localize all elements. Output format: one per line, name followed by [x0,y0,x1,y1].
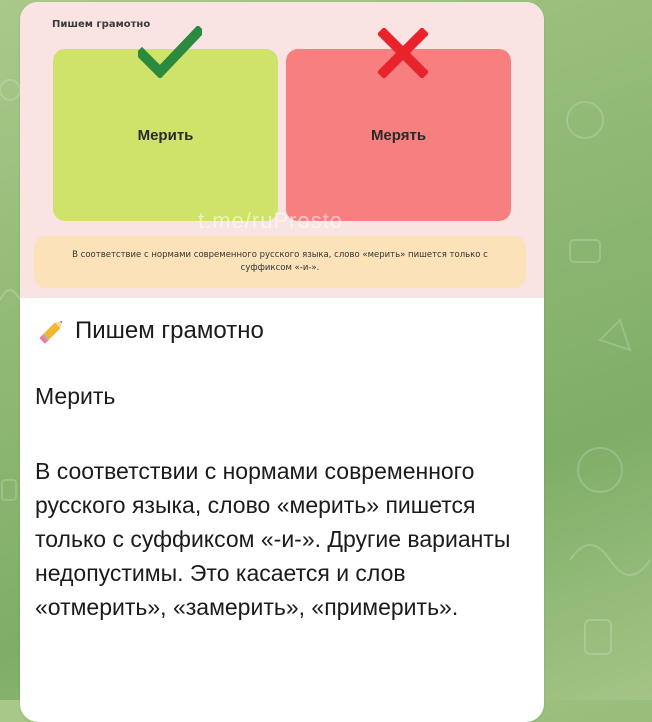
post-heading [35,314,264,348]
incorrect-word: Мерять [370,126,427,144]
image-title: Пишем грамотно [52,19,151,30]
pencil-icon [35,314,69,348]
correct-word: Мерить [137,126,194,144]
heading-text: Пишем грамотно [75,317,264,344]
cross-icon [378,28,428,78]
watermark: t.me/ruProsto [198,208,344,233]
post-subheading: Мерить [35,383,116,409]
post-image[interactable] [20,2,544,298]
post-body: В соответствии с нормами современного русского языка, слово «мерить» пишется только с суффиксом «-и-». Другие варианты недопустимы. Это касается и слов «отмерить», «замерить», «примерить». [35,458,511,620]
checkmark-icon [138,26,202,78]
rule-note: В соответствие с нормами современного русского языка, слово «мерить» пишется только с суффиксом «-и-». [34,236,526,288]
message-bubble [20,2,544,722]
